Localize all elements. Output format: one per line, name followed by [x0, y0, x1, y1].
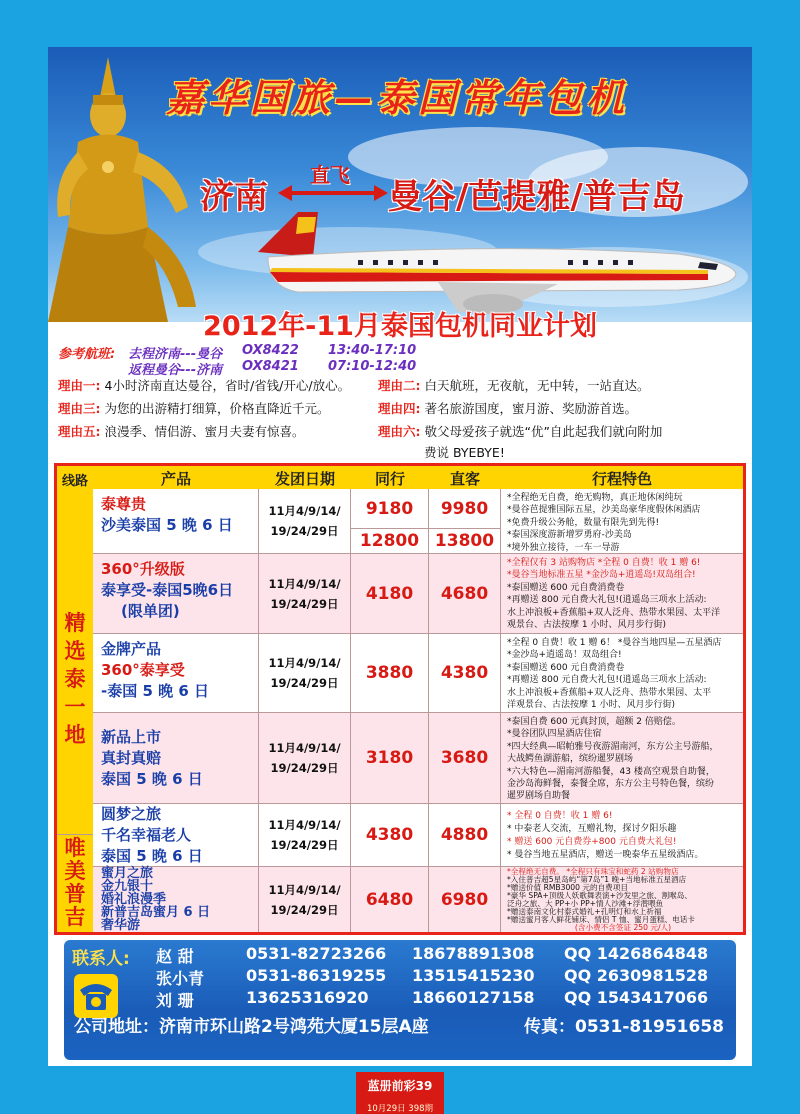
peer-price: 4380	[351, 804, 429, 866]
table-row	[93, 489, 743, 554]
header-direct-price: 直客	[449, 470, 480, 488]
flight-code: OX8422	[242, 343, 299, 358]
page-number: 蓝册前彩39	[367, 1079, 433, 1093]
itinerary-features: *全程绝无自费，绝无购物，真正地休闲纯玩 *曼谷芭提雅国际五星，沙美岛豪华度假休闲酒店 *免费升级公务舱，数量有限先到先得! *泰国深度游新增罗勇府-沙美岛 *境外独立接待，一车一导游	[507, 493, 701, 553]
product-name: 金牌产品 360°泰享受 -泰国 5 晚 6 日	[93, 634, 259, 712]
contact-tel[interactable]: 0531-82723266	[246, 944, 387, 963]
direct-label: 直飞	[310, 163, 350, 187]
direct-price: 4680	[429, 554, 501, 633]
table-row	[93, 804, 743, 867]
contact-name: 赵 甜	[156, 947, 194, 966]
peer-price: 3880	[351, 634, 429, 712]
contact-mobile[interactable]: 18678891308	[412, 944, 535, 963]
airplane-image	[238, 212, 738, 317]
fax-number: 传真：0531-81951658	[524, 1017, 724, 1037]
reason-item	[58, 376, 350, 394]
side-label-phuket	[57, 834, 93, 932]
itinerary-features: *全程仅有 3 站购物店 *全程 0 自费！收 1 赠 6! *曼谷当地标准五星 *金沙岛+逍遥岛!双岛组合! *泰国赠送 600 元自费消费卷 *再赠送 800 元自费大礼包!(逍遥岛三项水上活动: 水上冲浪板+香蕉船+双人泛舟、热带水果园、太平洋 观景台、古法按摩 1 小时、风月步行街)	[507, 558, 721, 631]
itinerary-table	[54, 463, 746, 935]
departure-dates: 11月4/9/14/ 19/24/29日	[259, 867, 351, 932]
reason-label: 理由五:	[58, 424, 101, 439]
header-product: 产品	[160, 470, 191, 488]
contact-label: 联系人:	[72, 949, 130, 969]
direct-price: 4880	[429, 804, 501, 866]
table-row	[93, 867, 743, 932]
side-char: 美	[64, 859, 86, 883]
reason-item	[378, 422, 662, 440]
reason-item	[58, 422, 305, 440]
contact-qq[interactable]: QQ 2630981528	[564, 966, 709, 985]
peer-price: 6480	[351, 867, 429, 932]
reason-item	[424, 443, 505, 461]
reason-label: 理由四:	[378, 401, 421, 416]
side-char: 泰	[64, 667, 86, 691]
contact-mobile[interactable]: 18660127158	[412, 988, 535, 1007]
reason-text: 著名旅游国度，蜜月游、奖励游首选。	[424, 401, 637, 416]
direct-price: 6980	[429, 867, 501, 932]
table-row	[93, 713, 743, 804]
reason-text: 4小时济南直达曼谷，省时/省钱/开心/放心。	[104, 378, 351, 393]
header-route: 线路	[61, 474, 88, 489]
direct-price: 3680	[429, 713, 501, 803]
product-name: 泰尊贵 沙美泰国 5 晚 6 日	[93, 489, 259, 553]
contact-mobile[interactable]: 13515415230	[412, 966, 535, 985]
header-peer-price: 同行	[374, 470, 405, 488]
reason-text: 敬父母爱孩子就选“优”自此起我们就向附加	[424, 424, 663, 439]
departure-dates: 11月4/9/14/ 19/24/29日	[259, 804, 351, 866]
side-char: 选	[64, 639, 86, 663]
main-title: 嘉华国旅—泰国常年包机	[166, 75, 629, 120]
side-char: 地	[64, 723, 86, 747]
flight-route: 去程济南---曼谷	[128, 347, 223, 362]
contact-qq[interactable]: QQ 1543417066	[564, 988, 709, 1007]
flight-time: 13:40-17:10	[328, 343, 417, 358]
product-name: 圆梦之旅 千名幸福老人 泰国 5 晚 6 日	[93, 804, 259, 866]
reason-label: 理由六:	[378, 424, 421, 439]
product-name: 新品上市 真封真赔 泰国 5 晚 6 日	[93, 713, 259, 803]
contact-tel[interactable]: 13625316920	[246, 988, 369, 1007]
issue-info: 10月29日 398期	[366, 1104, 434, 1114]
itinerary-features: *全程 0 自费！收 1 赠 6！ *曼谷当地四星—五星酒店 *金沙岛+逍遥岛！双岛组合! *泰国赠送 600 元自费消费卷 *再赠送 800 元自费大礼包!(逍遥岛三项水上活动: 水上冲浪板+香蕉船+双人泛舟、热带水果园、太平 洋观景台、古法按摩 1 小时、风月步行街)	[507, 638, 722, 711]
direct-price: 4380	[429, 634, 501, 712]
page-footer	[356, 1072, 444, 1114]
departure-dates: 11月4/9/14/ 19/24/29日	[259, 634, 351, 712]
peer-price: 3180	[351, 713, 429, 803]
brochure-page	[48, 47, 752, 1066]
direct-flight-arrow	[278, 159, 388, 209]
route-origin: 济南	[200, 177, 268, 217]
itinerary-features: * 全程 0 自费！收 1 赠 6! * 中泰老人交流，互赠礼物，探讨夕阳乐趣 * 赠送 600 元自费券+800 元自费大礼包! * 曼谷当地五星酒店，赠送一晚泰华五星级酒店。	[507, 811, 704, 860]
reason-item	[378, 399, 637, 417]
direct-price: 9980 13800	[429, 489, 501, 553]
reason-text: 为您的出游精打细算，价格直降近千元。	[104, 401, 330, 416]
header-date: 发团日期	[274, 470, 335, 488]
reason-item	[378, 376, 650, 394]
contact-panel	[64, 940, 736, 1060]
flight-code: OX8421	[242, 359, 299, 374]
side-label-thailand	[57, 489, 93, 834]
side-char: 吉	[64, 905, 86, 929]
table-row	[93, 634, 743, 713]
peer-price: 4180	[351, 554, 429, 633]
flights-label: 参考航班:	[58, 347, 116, 362]
itinerary-features: *全程绝无自费。 *全程只有珠宝和蛇药 2 站购物店 *入住普吉超5星岛屿“第7岛”1 晚+当地标准五星酒店 *赠送价值 RMB3000 元的自费项目 *豪华 SPA+顶级人妖歌舞表演+沙发里之旅、割喉岛、 泛舟之旅、大 PP+小 PP+情人沙滩+浮潜喂鱼 *赠送泰南文化村泰式婚礼+孔明灯和水上祈福 *赠送蜜月客人鲜花铺床、情侣 T 恤、蜜月蛋糕、电话卡 (含小费不含签证 250 元/人)	[507, 867, 695, 932]
itinerary-features: *泰国自费 600 元真封顶，超额 2 倍赔偿。 *曼谷团队四星酒店住宿 *四大经典—昭帕雅号夜游湄南河，东方公主号游船， 大战鳄鱼湖游船，缤纷暹罗剧场 *六大特色—湄南河游船餐，43 楼高空观景自助餐， 金沙岛海鲜餐，泰餐全席，东方公主号特色餐，缤纷 暹罗剧场自助餐	[507, 717, 719, 802]
contact-name: 张小青	[156, 969, 205, 988]
departure-dates: 11月4/9/14/ 19/24/29日	[259, 489, 351, 553]
contact-tel[interactable]: 0531-86319255	[246, 966, 387, 985]
reason-label: 理由一:	[58, 378, 101, 393]
reason-item	[58, 399, 330, 417]
flight-time: 07:10-12:40	[328, 359, 417, 374]
side-char: 唯	[64, 836, 86, 860]
header-features: 行程特色	[591, 470, 652, 488]
side-char: 精	[64, 611, 86, 635]
reason-label: 理由三:	[58, 401, 101, 416]
product-name: 蜜月之旅 金九银十 婚礼浪漫季 新普吉岛蜜月 6 日 奢华游	[93, 867, 259, 932]
contact-qq[interactable]: QQ 1426864848	[564, 944, 709, 963]
reason-text: 浪漫季、情侣游、蜜月夫妻有惊喜。	[104, 424, 305, 439]
peer-price: 9180 12800	[351, 489, 429, 553]
charter-plan-subtitle: 2012年-11月泰国包机同业计划	[203, 311, 597, 342]
departure-dates: 11月4/9/14/ 19/24/29日	[259, 554, 351, 633]
reason-text: 白天航班，无夜航，无中转，一站直达。	[424, 378, 650, 393]
reason-label: 理由二:	[378, 378, 421, 393]
side-char: 普	[64, 882, 86, 906]
reason-text: 费说 BYEBYE!	[424, 445, 505, 460]
departure-dates: 11月4/9/14/ 19/24/29日	[259, 713, 351, 803]
contact-name: 刘 珊	[156, 991, 194, 1010]
route-destinations: 曼谷/芭提雅/普吉岛	[388, 177, 685, 217]
hero-banner	[48, 47, 752, 342]
side-char: 一	[64, 695, 86, 719]
product-name: 360°升级版 泰享受-泰国5晚6日 (限单团)	[93, 554, 259, 633]
flight-route: 返程曼谷---济南	[128, 363, 223, 378]
table-row	[93, 554, 743, 634]
company-address: 公司地址：济南市环山路2号鸿苑大厦15层A座	[74, 1017, 429, 1037]
table-header	[57, 466, 743, 489]
